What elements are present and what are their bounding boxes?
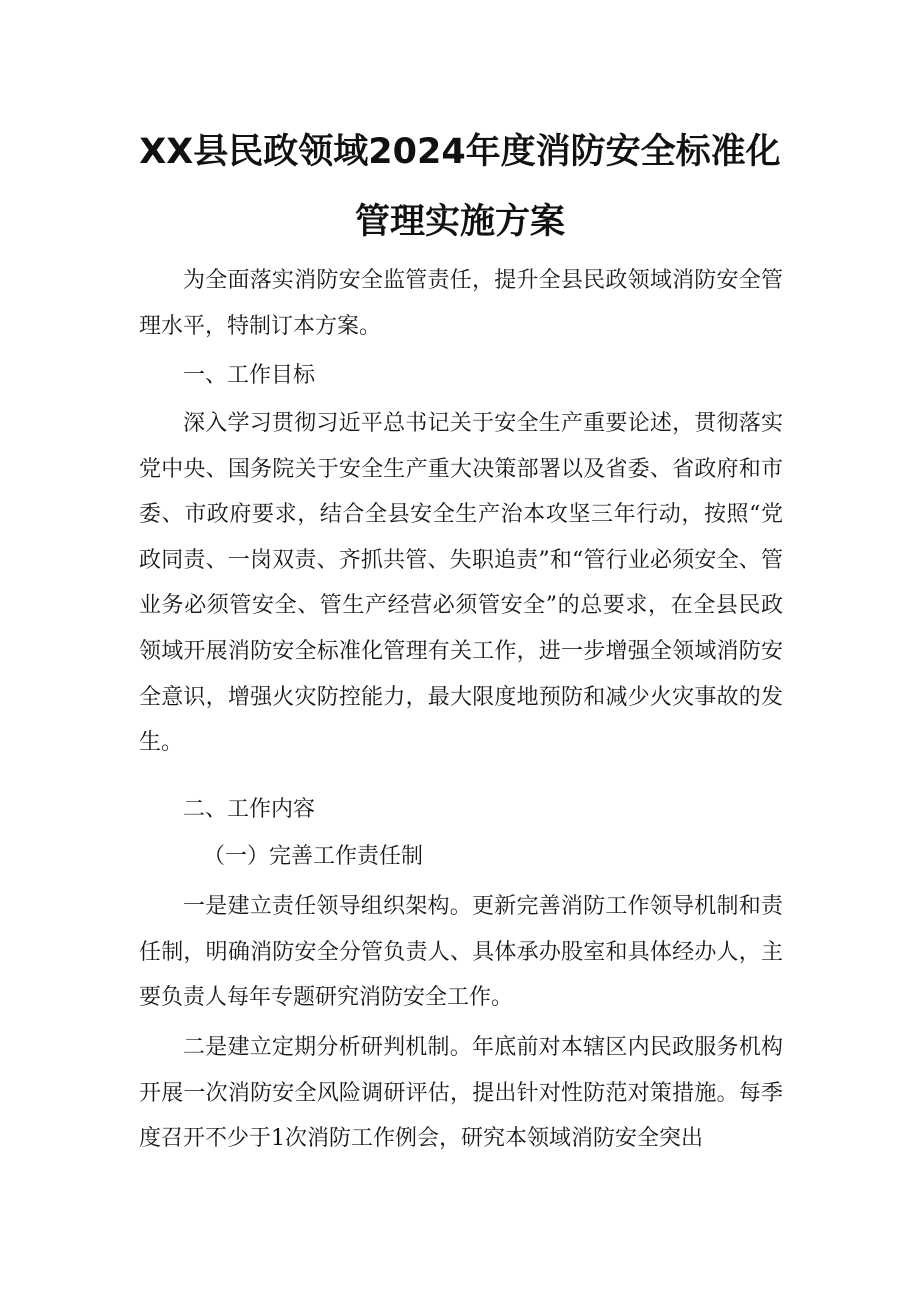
section-2-heading-block: [139, 787, 783, 833]
document-title-line-1: XX县民政领域2024年度消防安全标准化: [139, 132, 781, 172]
document-title-line-2: 管理实施方案: [354, 202, 565, 242]
section-1-heading-block: [139, 353, 783, 399]
section-1-body-block: [139, 401, 783, 766]
intro-paragraph: 为全面落实消防安全监管责任，提升全县民政领域消防安全管理水平，特制订本方案。: [139, 268, 783, 339]
item-1-paragraph: 一是建立责任领导组织架构。更新完善消防工作领导机制和责任制，明确消防安全分管负责人、具体承办股室和具体经办人，主要负责人每年专题研究消防安全工作。: [139, 894, 783, 1011]
item-2-block: [139, 1025, 783, 1162]
subsection-1-heading: （一）完善工作责任制: [203, 844, 424, 869]
section-2-heading: 二、工作内容: [183, 797, 316, 822]
subsection-1-heading-block: [139, 834, 783, 880]
section-1-heading: 一、工作目标: [183, 363, 316, 388]
section-1-paragraph: 深入学习贯彻习近平总书记关于安全生产重要论述，贯彻落实党中央、国务院关于安全生产重大决策部署以及省委、省政府和市委、市政府要求，结合全县安全生产治本攻坚三年行动，按照“党政同责、一岗双责、齐抓共管、失职追责”和“管行业必须安全、管业务必须管安全、管生产经营必须管安全”的总要求，在全县民政领域开展消防安全标准化管理有关工作，进一步增强全领域消防安全意识，增强火灾防控能力，最大限度地预防和减少火灾事故的发生。: [139, 411, 783, 756]
item-2-paragraph: 二是建立定期分析研判机制。年底前对本辖区内民政服务机构开展一次消防安全风险调研评估，提出针对性防范对策措施。每季度召开不少于1次消防工作例会，研究本领域消防安全突出: [139, 1035, 783, 1152]
document-body-intro: [139, 258, 783, 349]
item-1-block: [139, 884, 783, 1021]
